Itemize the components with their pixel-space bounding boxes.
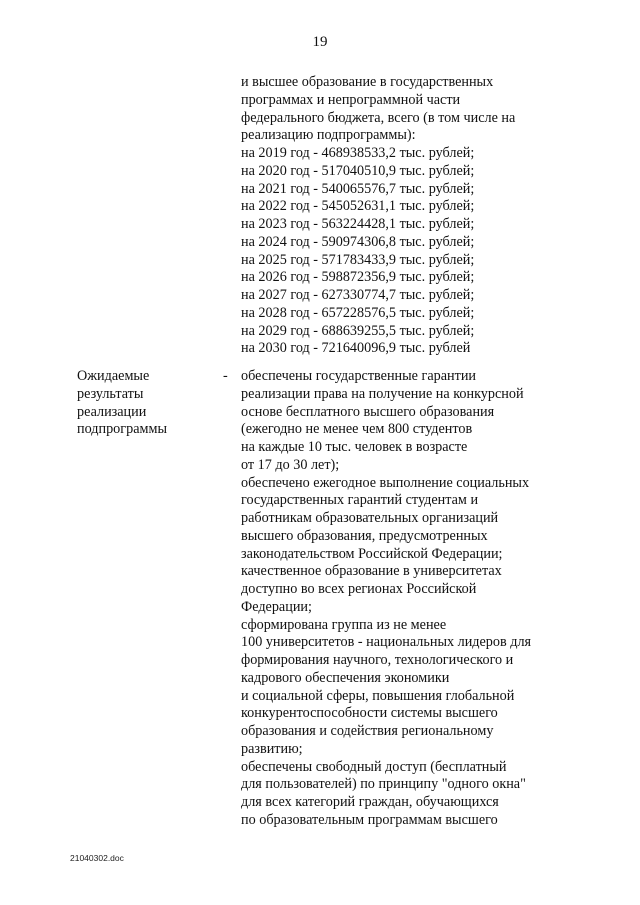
results-label-line: Ожидаемые: [77, 368, 150, 384]
financing-line: на 2028 год - 657228576,5 тыс. рублей;: [241, 304, 475, 321]
results-line: обеспечены государственные гарантии: [241, 368, 477, 384]
results-line: работникам образовательных организаций: [241, 510, 499, 526]
financing-line: на 2019 год - 468938533,2 тыс. рублей;: [241, 145, 475, 161]
financing-line: на 2021 год - 540065576,7 тыс. рублей;: [241, 180, 475, 197]
financing-line: программах и непрограммной части: [241, 91, 461, 108]
results-label-line: реализации: [77, 403, 147, 420]
results-line: основе бесплатного высшего образования: [241, 403, 495, 420]
results-line: качественное образование в университетах: [241, 563, 502, 580]
financing-line: на 2024 год - 590974306,8 тыс. рублей;: [241, 233, 475, 250]
page-number: 19: [312, 34, 328, 50]
results-label-line: подпрограммы: [77, 421, 167, 438]
results-line: формирования научного, технологического и: [241, 652, 514, 668]
financing-line: на 2022 год - 545052631,1 тыс. рублей;: [241, 198, 475, 215]
results-line: на каждые 10 тыс. человек в возрасте: [241, 439, 468, 455]
results-line: (ежегодно не менее чем 800 студентов: [241, 421, 473, 438]
results-line: доступно во всех регионах Российской: [241, 581, 477, 597]
results-line: реализации права на получение на конкурсной: [241, 385, 524, 402]
results-line: для всех категорий граждан, обучающихся: [241, 794, 499, 810]
financing-line: на 2030 год - 721640096,9 тыс. рублей: [241, 340, 471, 357]
results-line: по образовательным программам высшего: [241, 811, 498, 828]
results-line: конкурентоспособности системы высшего: [241, 705, 498, 722]
results-dash: -: [223, 368, 228, 384]
footer-file-name: 21040302.doc: [70, 853, 124, 863]
results-label-line: результаты: [77, 385, 144, 402]
results-line: Федерации;: [241, 598, 312, 615]
financing-line: и высшее образование в государственных: [241, 74, 494, 90]
results-line: обеспечено ежегодное выполнение социальных: [241, 474, 530, 491]
financing-line: на 2025 год - 571783433,9 тыс. рублей;: [241, 251, 475, 268]
results-line: законодательством Российской Федерации;: [241, 545, 503, 562]
results-line: от 17 до 30 лет);: [241, 456, 340, 473]
financing-line: на 2023 год - 563224428,1 тыс. рублей;: [241, 216, 475, 232]
results-line: 100 университетов - национальных лидеров для: [241, 634, 532, 651]
financing-line: на 2029 год - 688639255,5 тыс. рублей;: [241, 322, 475, 339]
results-line: развитию;: [241, 740, 303, 757]
results-line: высшего образования, предусмотренных: [241, 527, 488, 544]
financing-line: федерального бюджета, всего (в том числе на: [241, 109, 516, 126]
financing-line: на 2027 год - 627330774,7 тыс. рублей;: [241, 287, 475, 303]
financing-line: на 2020 год - 517040510,9 тыс. рублей;: [241, 162, 475, 179]
results-line: сформирована группа из не менее: [241, 616, 447, 633]
results-line: образования и содействия региональному: [241, 723, 494, 739]
financing-line: на 2026 год - 598872356,9 тыс. рублей;: [241, 269, 475, 286]
results-line: государственных гарантий студентам и: [241, 492, 479, 509]
results-line: для пользователей) по принципу "одного окна": [241, 776, 526, 793]
financing-line: реализацию подпрограммы):: [241, 127, 416, 144]
results-line: кадрового обеспечения экономики: [241, 669, 450, 686]
results-line: обеспечены свободный доступ (бесплатный: [241, 758, 507, 775]
results-line: и социальной сферы, повышения глобальной: [241, 687, 515, 704]
